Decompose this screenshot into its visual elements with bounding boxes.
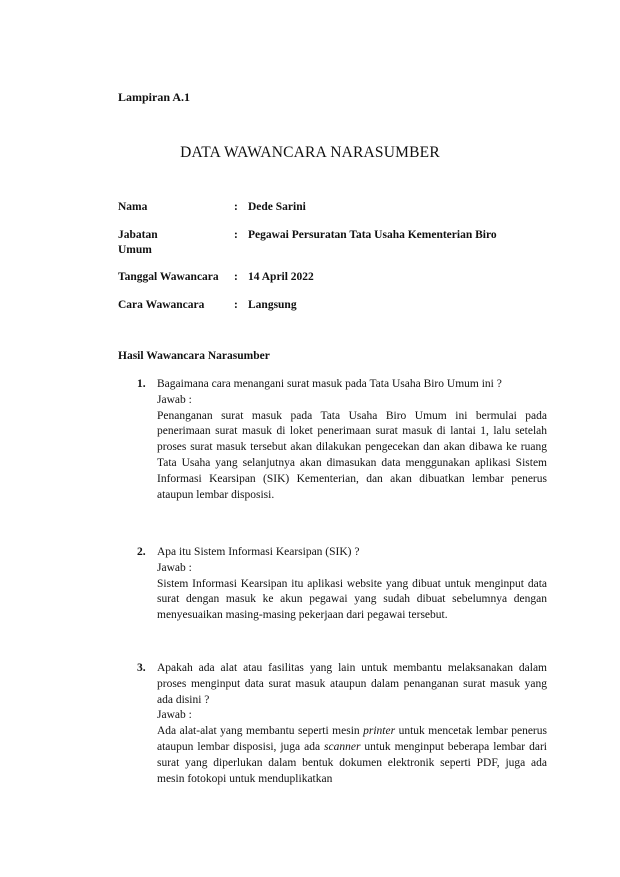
answer-emphasis: printer: [363, 725, 396, 738]
appendix-label: Lampiran A.1: [118, 90, 191, 104]
date-value: 14 April 2022: [248, 271, 314, 283]
qa-item-3: [137, 661, 547, 787]
colon: :: [234, 229, 238, 241]
answer-text: Penanganan surat masuk pada Tata Usaha Biro Umum ini bermulai pada penerimaan surat masuk di loket penerimaan surat masuk di lantai 1, lalu setelah proses surat masuk tersebut akan dilakukan pengecekan dan akan dibawa ke ruang Tata Usaha yang selanjutnya akan dimasukan data menggunakan aplikasi Sistem Informasi Kearsipan (SIK) Kementerian, dan akan dibuatkan lembar penerus ataupun lembar disposisi.: [157, 409, 547, 501]
section-heading: Hasil Wawancara Narasumber: [118, 350, 270, 362]
qa-item-2: [137, 545, 547, 624]
position-label: Jabatan: [118, 229, 158, 241]
position-label-continued: Umum: [118, 244, 152, 256]
position-value: Pegawai Persuratan Tata Usaha Kementerian Biro: [248, 229, 497, 241]
answer-emphasis: scanner: [324, 740, 361, 753]
answer-segment: Ada alat-alat yang membantu seperti mesin: [157, 725, 364, 738]
info-row-method: [118, 298, 558, 313]
question-text: Bagaimana cara menangani surat masuk pada Tata Usaha Biro Umum ini ?: [157, 378, 502, 390]
question-number: 1.: [137, 378, 146, 390]
name-label: Nama: [118, 201, 148, 213]
method-value: Langsung: [248, 299, 297, 311]
colon: :: [234, 271, 238, 283]
question-number: 3.: [137, 662, 146, 674]
answer-text: [157, 724, 547, 787]
answer-label: Jawab :: [157, 561, 192, 574]
answer-label: Jawab :: [157, 393, 192, 406]
info-row-position: [118, 228, 558, 258]
colon: :: [234, 201, 238, 213]
question-number: 2.: [137, 546, 146, 558]
qa-item-1: [137, 377, 547, 503]
name-value: Dede Sarini: [248, 201, 306, 213]
date-label: Tanggal Wawancara: [118, 271, 219, 283]
answer-segment: untuk menginput beberapa lembar dari surat yang diperlukan dalam bentuk dokumen elektronik seperti PDF, juga ada mesin fotokopi untuk menduplikatkan: [157, 740, 547, 785]
answer-text: Sistem Informasi Kearsipan itu aplikasi website yang dibuat untuk menginput data surat dengan masuk ke akun pegawai yang sudah dibuat sebelumnya dengan menyesuaikan masing-masing pekerjaan dari pegawai tersebut.: [157, 577, 547, 622]
method-label: Cara Wawancara: [118, 299, 205, 311]
answer-segment: untuk mencetak lembar penerus ataupun lembar disposisi, juga ada: [157, 725, 547, 753]
question-text: Apa itu Sistem Informasi Kearsipan (SIK) ?: [157, 546, 360, 558]
info-row-name: [118, 200, 558, 215]
colon: :: [234, 299, 238, 311]
answer-label: Jawab :: [157, 709, 192, 722]
info-row-date: [118, 270, 558, 285]
question-text: Apakah ada alat atau fasilitas yang lain untuk membantu melaksanakan dalam proses menginput data surat masuk ataupun dalam penanganan surat masuk yang ada disini ?: [157, 662, 547, 706]
document-title: DATA WAWANCARA NARASUMBER: [180, 144, 440, 161]
